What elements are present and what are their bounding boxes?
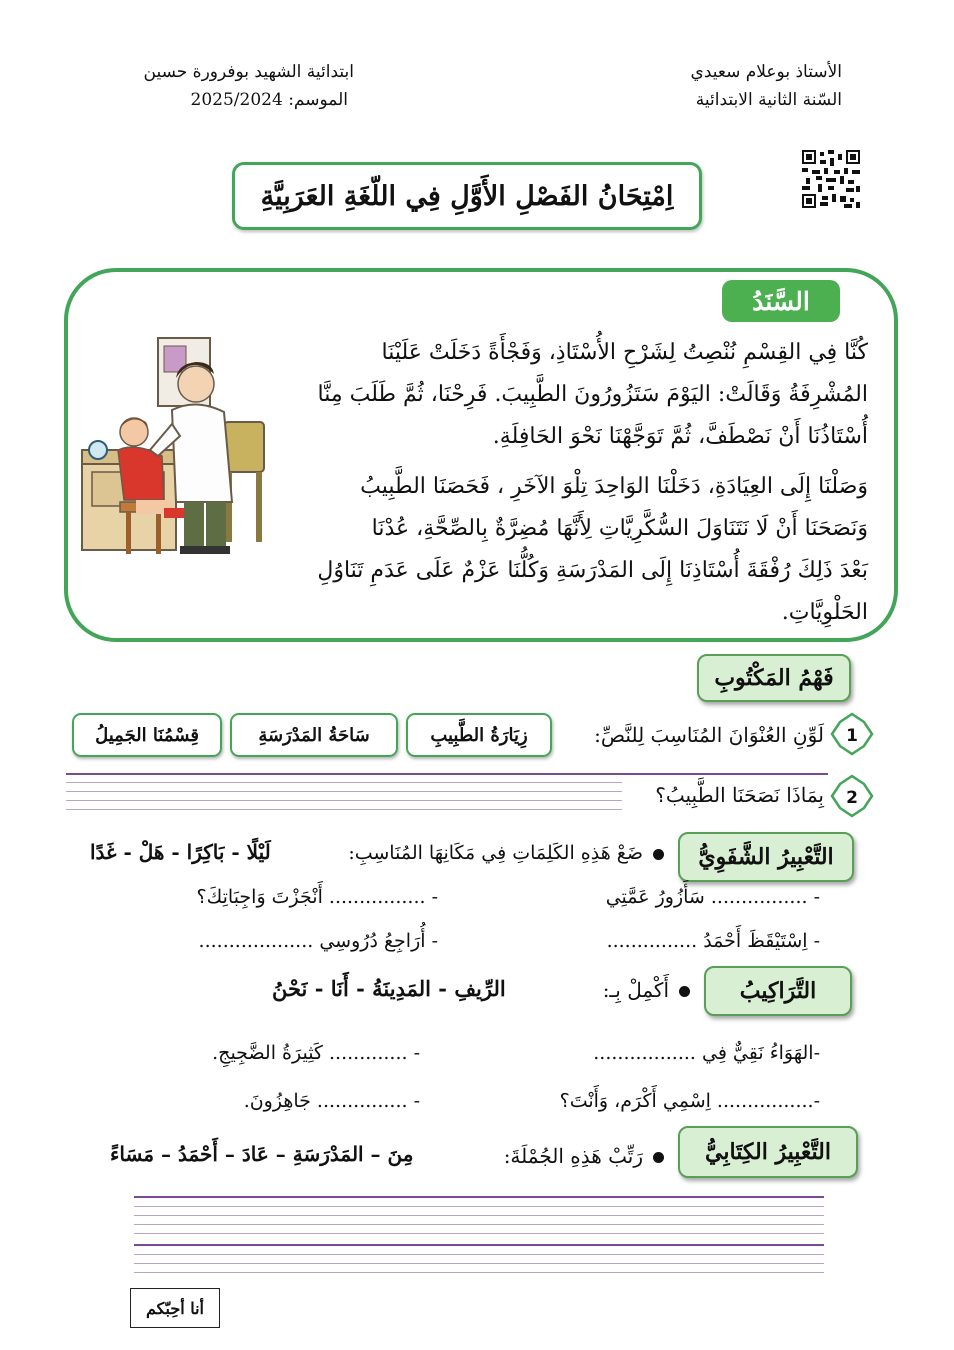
sanad-line-3: أُسْتَاذُنَا أَنْ نَصْطَفَّ، ثُمَّ تَوَجَّهْنَا نَحْوَ الحَافِلَةِ.: [492, 424, 868, 449]
sanad-line-7: الحَلْوِيَّاتِ.: [781, 600, 868, 625]
writing-instruction-text: رَتِّبْ هَذِهِ الجُمْلَةَ:: [503, 1144, 643, 1168]
structures-item-3: -................ اِسْمِي أَكْرَم، وَأَنْتَ؟: [559, 1090, 820, 1112]
exam-title: اِمْتِحَانُ الفَصْلِ الأَوَّلِ فِي اللّغَةِ العَرَبِيَّةِ: [260, 180, 674, 212]
question-2-text: بِمَاذَا نَصَحَنَا الطَّبِيبُ؟: [655, 783, 824, 807]
writing-line: [134, 1224, 824, 1225]
writing-line: [134, 1244, 824, 1246]
structures-instruction-text: أَكْمِلْ بِـ:: [602, 978, 669, 1002]
answer-line: [66, 791, 622, 792]
bullet-icon: [653, 1152, 664, 1163]
answer-line: [66, 773, 828, 775]
oral-instruction-text: ضَعْ هَذِهِ الكَلِمَاتِ فِي مَكَانِهَا المُنَاسِبِ:: [348, 842, 643, 864]
question-1-text: لَوِّنِ العُنْوَانَ المُنَاسِبَ لِلنَّصِّ:: [594, 723, 824, 747]
option-our-class[interactable]: قِسْمُنَا الجَمِيلُ: [72, 713, 222, 757]
doctor-illustration: [76, 332, 276, 560]
sanad-line-1: كُنَّا فِي القِسْمِ نُنْصِتُ لِشَرْحِ الأُسْتَاذِ، وَفَجْأَةً دَخَلَتْ عَلَيْنَا: [381, 340, 868, 365]
exam-title-box: [232, 162, 702, 230]
answer-line: [66, 809, 622, 810]
structures-instruction: [603, 978, 690, 1002]
question-1-number: 1: [846, 726, 858, 746]
writing-line: [134, 1196, 824, 1198]
oral-words: لَيْلًا - بَاكِرًا - هَلْ - غَدًا: [90, 840, 271, 864]
structures-item-4: - ............... جَاهِزُونَ.: [243, 1090, 420, 1112]
question-2-number: 2: [846, 788, 858, 808]
writing-line: [134, 1233, 824, 1234]
writing-line: [134, 1263, 824, 1264]
oral-expression-label: التَّعْبِيرُ الشَّفَوِيُّ: [678, 832, 854, 882]
answer-line: [66, 782, 622, 783]
season: الموسم: 2025/2024: [190, 90, 348, 110]
qr-code-icon: [802, 150, 860, 208]
writing-line: [134, 1272, 824, 1273]
writing-line: [134, 1215, 824, 1216]
school-name: ابتدائية الشهيد بوفرورة حسين: [143, 62, 354, 82]
teacher-name: الأستاذ بوعلام سعيدي: [690, 62, 842, 82]
writing-instruction: [504, 1144, 664, 1168]
structures-words: الرِّيفِ - المَدِينَةُ - أَنَا - نَحْنُ: [272, 976, 506, 1001]
oral-item-1: - ................ سَأَزُورُ عَمَّتِي: [605, 886, 820, 908]
sanad-line-4: وَصَلْنَا إِلَى العِيَادَةِ، دَخَلْنَا الوَاحِدَ تِلْوَ الآخَرِ ، فَحَصَنَا الطَّبِيبُ: [360, 474, 868, 499]
bullet-icon: [679, 986, 690, 997]
sanad-label: السَّنَدُ: [722, 280, 840, 322]
oral-item-4: - أُرَاجِعُ دُرُوسِي ...................: [198, 930, 438, 952]
writing-line: [134, 1206, 824, 1207]
sanad-line-6: بَعْدَ ذَلِكَ رُفْقَةَ أُسْتَاذِنَا إِلَى المَدْرَسَةِ وَكُلُّنَا عَزْمٌ عَلَى عَدَمِ تَنَاوُلِ: [317, 558, 868, 583]
bullet-icon: [653, 849, 664, 860]
sanad-line-2: المُشْرِفَةُ وَقَالَتْ: اليَوْمَ سَتَزُورُونَ الطَّبِيبَ. فَرِحْنَا، ثُمَّ طَلَبَ مِنَّا: [317, 382, 868, 407]
writing-words: مِنَ – المَدْرَسَةِ – عَادَ – أَحْمَدُ – مَسَاءً: [110, 1142, 414, 1166]
grade-level: السّنة الثانية الابتدائية: [695, 90, 842, 110]
oral-item-2: - ................ أَنْجَزْتَ وَاجِبَاتِكَ؟: [196, 886, 438, 908]
question-1-badge: [830, 712, 874, 756]
answer-line: [66, 800, 622, 801]
question-2-badge: [830, 774, 874, 818]
oral-item-3: - اِسْتَيْقَظَ أَحْمَدُ ...............: [606, 930, 820, 952]
oral-instruction: [348, 842, 664, 864]
structures-item-2: - ............. كَثِيرَةُ الضَّجِيجِ.: [212, 1042, 420, 1064]
footer-note: أنا أحِبّكم: [130, 1288, 220, 1328]
written-expression-label: التَّعْبِيرُ الكِتَابِيُّ: [678, 1126, 858, 1178]
option-school-yard[interactable]: سَاحَةُ المَدْرَسَةِ: [230, 713, 398, 757]
structures-item-1: -الهَوَاءُ نَقِيٌّ فِي .................: [593, 1042, 820, 1064]
sanad-line-5: وَنَصَحَنَا أَنْ لَا نَتَنَاوَلَ السُّكَّرِيَّاتِ لِأَنَّهَا مُضِرَّةٌ بِالصِّحَّةِ، عُدْنَا: [371, 516, 868, 541]
writing-line: [134, 1254, 824, 1255]
structures-label: التَّرَاكِيبُ: [704, 966, 852, 1016]
option-doctor-visit[interactable]: زِيَارَةُ الطَّبِيبِ: [406, 713, 552, 757]
comprehension-label: فَهْمُ المَكْتُوبِ: [697, 654, 851, 702]
